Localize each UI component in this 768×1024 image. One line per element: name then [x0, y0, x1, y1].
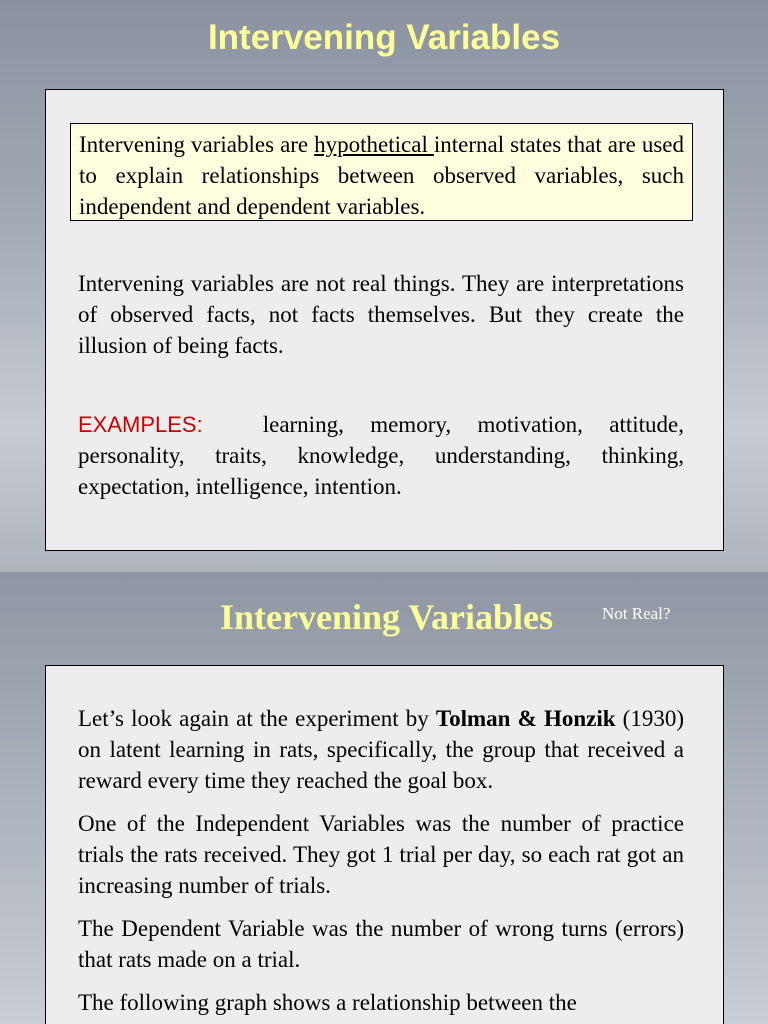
explanation-paragraph: Intervening variables are not real things. They are interpretations of observed facts, not facts themselves. But they create the illusion of being facts.	[78, 271, 684, 358]
underlined-term: hypothetical	[314, 132, 434, 157]
authors-bold: Tolman & Honzik	[435, 706, 616, 731]
slide-title: Intervening Variables	[220, 597, 554, 637]
content-panel	[45, 665, 724, 1024]
content-panel	[45, 89, 724, 551]
side-note: Not Real?	[602, 604, 671, 623]
text-body	[78, 703, 684, 1024]
paragraph-graph-intro: The following graph shows a relationship between the	[78, 990, 577, 1015]
definition-text: Intervening variables are hypothetical internal states that are used to explain relationships between observed variables, such independent and dependent variables.	[79, 132, 684, 219]
slide-title: Intervening Variables	[207, 18, 561, 57]
paragraph-independent-variable: One of the Independent Variables was the number of practice trials the rats received. They got 1 trial per day, so each rat got an increasing number of trials.	[78, 811, 684, 898]
examples-label: EXAMPLES:	[78, 412, 203, 437]
paragraph-dependent-variable: The Dependent Variable was the number of wrong turns (errors) that rats made on a trial.	[78, 916, 684, 972]
examples-list: learning, memory, motivation, attitude, personality, traits, knowledge, understanding, thinking, expectation, intelligence, intention.	[78, 412, 684, 499]
definition-box	[70, 123, 693, 221]
examples-paragraph	[78, 409, 684, 502]
paragraph-experiment: Let’s look again at the experiment by Tolman & Honzik (1930) on latent learning in rats, specifically, the group that received a reward every time they reached the goal box.	[78, 706, 684, 793]
slide-intervening-variables-not-real	[0, 572, 768, 1024]
